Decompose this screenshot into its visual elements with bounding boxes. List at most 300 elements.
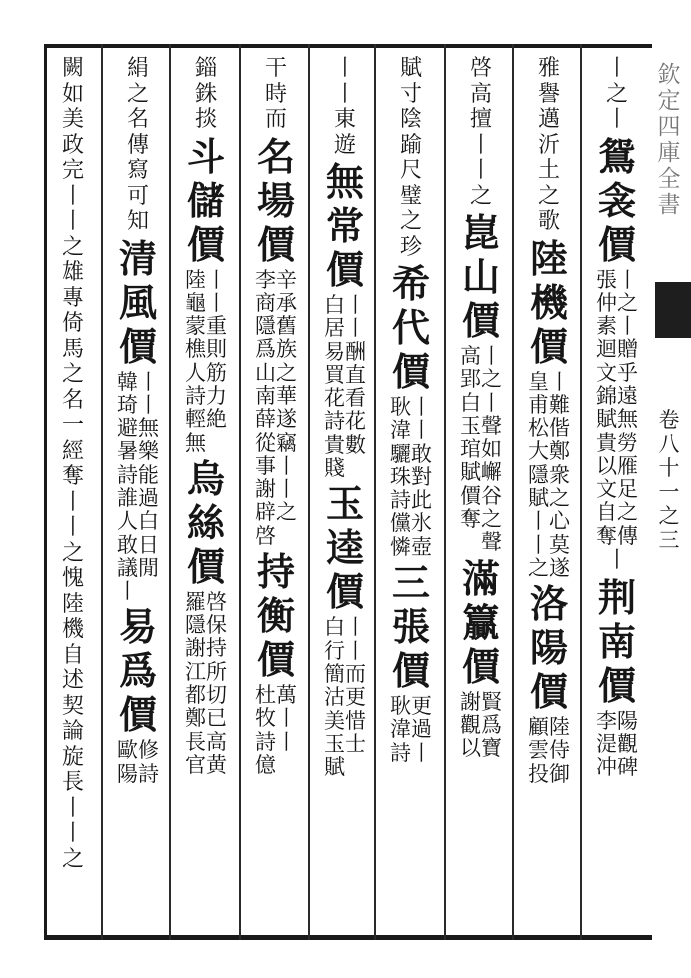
annotation-char: 陸 [549,715,570,740]
annotation-char: 觀 [460,712,481,737]
annotation-char: 高 [460,344,481,368]
annotation-char: 避 [117,416,138,441]
heading-char: 張 [391,604,430,650]
annotation-char: 誰 [117,485,138,510]
text-char: 知 [126,209,149,234]
annotation-char: 從 [255,430,276,455]
text-char: 譽 [537,81,560,107]
annotation-char: 丨 [276,729,297,754]
annotation-char: 琯 [460,437,481,462]
annotation-char: 詩 [255,729,276,754]
annotation-char: 丨 [617,314,638,339]
annotation-char: 簡 [324,661,345,686]
body-text [606,56,628,133]
text-char: 高 [469,81,492,107]
annotation-char: 白 [324,615,345,640]
annotation-char: 之 [276,360,297,385]
text-column [62,413,84,566]
heading-column [119,237,157,369]
annotation-column [138,371,159,581]
heading-char: 清 [118,235,157,281]
entry-heading [326,482,364,614]
column-rule [101,44,103,940]
annotation-char: 以 [460,736,481,761]
annotation-char: 驪 [390,441,411,466]
heading-char: 斗 [186,133,225,179]
text-char: 丨 [61,209,84,234]
annotation-char: 贈 [617,337,638,362]
annotation-char: 此 [411,488,432,513]
annotation-char: 萬 [276,683,297,708]
annotation-char: 羅 [185,589,206,614]
heading-char: 三 [391,560,430,606]
text-char: 東 [333,107,356,132]
annotation-char: 文 [596,477,617,502]
annotation-char: 南 [255,383,276,408]
annotation-column [117,739,138,786]
annotation-char: 湜 [596,731,617,756]
heading-char: 場 [256,177,295,223]
annotation-char: 仲 [596,290,617,315]
heading-char: 價 [325,247,364,292]
annotation-char: 貴 [596,430,617,455]
annotation-char: 美 [324,708,345,733]
text-column [470,56,492,209]
heading-char: 價 [256,221,295,267]
text-char: 雅 [537,56,560,81]
entry-heading [119,237,157,369]
body-text [334,56,356,158]
annotation-char: 沽 [324,685,345,710]
annotation-pair [390,695,432,765]
heading-char: 鴛 [597,133,636,179]
heading-char: 機 [529,279,568,325]
annotation-char: 松 [528,416,549,441]
text-column-3 [452,56,510,926]
annotation-char: 所 [206,659,227,684]
text-column [62,56,84,107]
annotation-column [138,739,159,786]
heading-char: 滿 [461,555,500,601]
annotation-column [276,684,297,754]
annotation-char: 遂 [549,555,570,580]
heading-char: 陸 [529,235,568,281]
text-char: 丨 [61,821,84,846]
header-char: 四 [657,114,681,140]
annotation-char: 張 [596,267,617,292]
text-char: 珍 [399,234,422,260]
annotation-char: 更 [345,685,366,710]
annotation-char: 蒙 [185,314,206,339]
text-char: 之 [469,183,492,209]
annotation-char: 賦 [596,407,617,432]
annotation-column [255,269,276,549]
annotation-char: 承 [276,290,297,315]
text-char: 丨 [469,132,492,158]
heading-char: 希 [391,261,430,306]
entry-heading [187,135,225,267]
text-column [127,56,149,235]
annotation-char: 辟 [255,500,276,525]
annotation-char: 花 [324,386,345,411]
entry-heading [187,457,225,589]
annotation-char: 修 [138,738,159,763]
annotation-char: 御 [549,761,570,786]
annotation-char: 氷 [411,511,432,536]
annotation-char: 丨 [138,392,159,417]
annotation-char: 素 [596,314,617,339]
text-char: 之 [537,183,560,209]
text-char: 丨 [61,515,84,540]
annotation-char: 牧 [255,706,276,731]
text-char: 一 [61,413,84,438]
body-text [470,56,492,209]
entry-heading [392,262,430,394]
annotation-column [528,716,549,786]
annotation-char: 保 [206,613,227,638]
annotation-char: 詩 [390,740,411,765]
heading-char: 陽 [529,625,568,671]
annotation-char: 投 [528,761,549,786]
heading-char: 價 [186,543,225,589]
annotation-char: 湋 [390,418,411,443]
annotation-column [411,695,432,765]
annotation-char: 之 [528,555,549,580]
text-column [400,56,422,260]
annotation-char: 白 [460,390,481,415]
annotation-char: 丨 [528,509,549,534]
heading-column [187,457,225,589]
column-rule [512,44,514,940]
text-char: 丨 [333,81,356,107]
annotation-char: 龜 [185,290,206,315]
header-char: 全 [657,166,681,192]
annotation-column [390,396,411,559]
annotation-column [117,371,138,604]
entry-heading [462,557,500,689]
text-column-5 [316,56,374,926]
annotation-char: 丨 [617,267,638,292]
text-column [62,260,84,413]
text-char: 名 [61,387,84,413]
text-column [62,694,84,745]
annotation-char: 顧 [528,715,549,740]
annotation-char: 爲 [481,712,502,737]
annotation-char: 儻 [390,511,411,536]
text-char: 奪 [61,464,84,489]
text-char: 沂 [537,132,560,158]
heading-char: 逵 [325,525,364,571]
annotation-char: 官 [185,752,206,777]
annotation-char: 足 [617,477,638,502]
annotation-column [460,345,481,531]
text-column [62,643,84,694]
annotation-pair [528,371,570,581]
annotation-char: 高 [206,729,227,754]
text-char: 之 [399,209,422,234]
heading-char: 價 [256,637,295,683]
text-column-4 [382,56,440,926]
annotation-char: 隱 [255,314,276,339]
annotation-char: 莫 [549,532,570,557]
annotation-column [185,269,206,455]
text-char: 丨 [469,158,492,183]
text-char: 邁 [537,107,560,132]
text-char: 掞 [194,107,217,132]
annotation-column [345,616,366,756]
annotation-column [596,269,617,549]
annotation-column [617,269,638,549]
annotation-char: 行 [324,638,345,663]
annotation-char: 傳 [617,523,638,548]
annotation-char: 商 [255,290,276,315]
text-char: 丨 [61,183,84,209]
annotation-char: 詩 [138,761,159,786]
header-char: 定 [657,88,681,114]
annotation-char: 丨 [345,615,366,640]
text-column [62,745,84,873]
annotation-char: 勞 [617,430,638,455]
text-char: 之 [126,81,149,107]
text-char: 遊 [333,132,356,158]
annotation-column [411,396,432,559]
heading-char: 易 [118,604,157,650]
annotation-char: 雲 [528,738,549,763]
annotation-char: 黄 [206,752,227,777]
entry-heading [119,605,157,737]
annotation-column [185,591,206,777]
heading-char: 絲 [186,499,225,545]
annotation-char: 竊 [276,430,297,455]
annotation-char: 鄭 [549,439,570,464]
annotation-pair [390,396,432,559]
heading-column [598,576,636,708]
annotation-char: 價 [460,483,481,508]
text-char: 丨 [605,56,628,81]
annotation-pair [255,684,297,777]
annotation-pair [117,371,159,604]
text-char: 土 [537,158,560,183]
text-char: 雄 [61,260,84,285]
heading-column [462,211,500,343]
entry-heading [598,576,636,708]
annotation-char: 詩 [185,383,206,408]
header-char: 之 [658,504,680,528]
body-text [62,643,84,694]
annotation-char: 隱 [528,462,549,487]
annotation-column [345,294,366,457]
text-char: 闕 [61,56,84,81]
annotation-char: 人 [185,360,206,385]
header-char: 欽 [657,62,681,88]
column-rule [169,44,171,940]
text-char: 倚 [61,311,84,336]
annotation-char: 丨 [411,740,432,765]
annotation-column [255,684,276,777]
text-column-2 [520,56,578,926]
annotation-pair [324,616,366,779]
heading-char: 烏 [186,455,225,501]
annotation-pair [528,716,570,786]
annotation-pair [255,269,297,549]
annotation-column [549,371,570,581]
text-char: 陰 [399,107,422,132]
annotation-char: 白 [324,293,345,317]
text-char: 論 [61,719,84,744]
annotation-char: 乎 [617,360,638,385]
column-rule [308,44,310,940]
annotation-char: 看 [345,386,366,411]
text-char: 丨 [605,107,628,132]
text-char: 丨 [61,489,84,515]
annotation-char: 丨 [138,369,159,394]
text-char: 銖 [194,81,217,107]
annotation-char: 賤 [324,456,345,481]
annotation-char: 敢 [117,532,138,557]
text-char: 如 [61,81,84,107]
text-char: 名 [126,107,149,132]
annotation-char: 觀 [617,731,638,756]
heading-char: 爲 [118,648,157,694]
text-char: 傳 [126,132,149,158]
annotation-char: 億 [255,752,276,777]
text-column [265,56,287,133]
text-char: 歌 [537,209,560,234]
annotation-char: 大 [528,439,549,464]
body-text [62,107,84,260]
annotation-char: 如 [481,437,502,462]
annotation-char: 丨 [276,477,297,502]
header-char: 庫 [657,140,681,166]
text-char: 絹 [126,56,149,81]
annotation-char: 白 [138,509,159,534]
annotation-char: 謝 [255,477,276,502]
heading-char: 荆 [597,574,636,620]
text-column [606,56,628,133]
annotation-char: 過 [138,485,159,510]
entry-heading [462,211,500,343]
annotation-char: 樂 [138,439,159,464]
annotation-char: 樵 [185,337,206,362]
heading-char: 持 [256,549,295,595]
body-text [62,566,84,643]
text-char: 錙 [194,56,217,81]
annotation-char: 過 [411,717,432,742]
text-column-1 [588,56,646,926]
annotation-char: 憐 [390,534,411,559]
heading-column [392,262,430,394]
entry-heading [530,582,568,714]
annotation-char: 碑 [617,755,638,780]
heading-char: 玉 [325,481,364,527]
annotation-char: 買 [324,362,345,387]
text-char: 擅 [469,107,492,132]
annotation-char: 賢 [481,689,502,714]
heading-char: 風 [118,279,157,325]
heading-char: 衡 [256,593,295,639]
annotation-char: 啓 [255,523,276,548]
annotation-char: 之 [617,500,638,525]
heading-char: 衾 [597,177,636,223]
annotation-char: 之 [481,507,502,532]
heading-char: 價 [529,323,568,369]
text-char: 寫 [126,158,149,183]
annotation-char: 日 [138,532,159,557]
annotation-char: 暑 [117,439,138,464]
annotation-char: 薛 [255,407,276,432]
annotation-char: 舊 [276,314,297,339]
annotation-char: 文 [596,360,617,385]
text-char: 之 [61,540,84,566]
text-char: 尺 [399,158,422,183]
annotation-column [460,691,481,761]
annotation-char: 之 [617,290,638,315]
annotation-column [324,616,345,779]
heading-char: 價 [529,669,568,715]
heading-char: 價 [597,662,636,708]
annotation-char: 雁 [617,453,638,478]
heading-char: 無 [325,159,364,204]
annotation-char: 丨 [276,453,297,478]
annotation-pair [460,691,502,761]
annotation-char: 丨 [206,290,227,315]
annotation-char: 士 [345,731,366,756]
annotation-char: 壺 [411,534,432,559]
annotation-char: 族 [276,337,297,362]
text-char: 而 [264,107,287,132]
text-char: 丨 [333,56,356,81]
entry-heading [530,237,568,369]
annotation-char: 嶰 [481,460,502,485]
annotation-char: 花 [345,409,366,434]
annotation-char: 冲 [596,755,617,780]
annotation-column [481,345,502,555]
annotation-char: 之 [549,485,570,510]
heading-column [530,237,568,369]
annotation-char: 之 [481,367,502,392]
annotation-char: 直 [345,362,366,387]
annotation-char: 輕 [185,407,206,432]
annotation-char: 議 [117,555,138,580]
text-char: 政 [61,132,84,158]
text-column-8 [109,56,167,926]
text-char: 踰 [399,132,422,158]
text-char: 時 [264,81,287,107]
annotation-pair [185,591,227,777]
text-char: 可 [126,183,149,209]
annotation-char: 谷 [481,483,502,508]
header-char: 一 [658,480,680,504]
annotation-char: 丨 [276,706,297,731]
annotation-column [549,716,570,786]
annotation-char: 惜 [345,708,366,733]
annotation-char: 奪 [596,523,617,548]
text-column [62,566,84,643]
text-char: 完 [61,158,84,183]
text-char: 干 [264,56,287,81]
annotation-char: 無 [138,416,159,441]
annotation-char: 居 [324,316,345,341]
annotation-char: 丨 [345,316,366,341]
text-char: 之 [61,362,84,387]
body-text [538,56,560,235]
annotation-char: 數 [345,432,366,457]
annotation-char: 賦 [528,485,549,510]
annotation-char: 以 [596,453,617,478]
annotation-char: 爲 [255,337,276,362]
text-char: 啓 [469,56,492,81]
body-text [606,548,628,574]
